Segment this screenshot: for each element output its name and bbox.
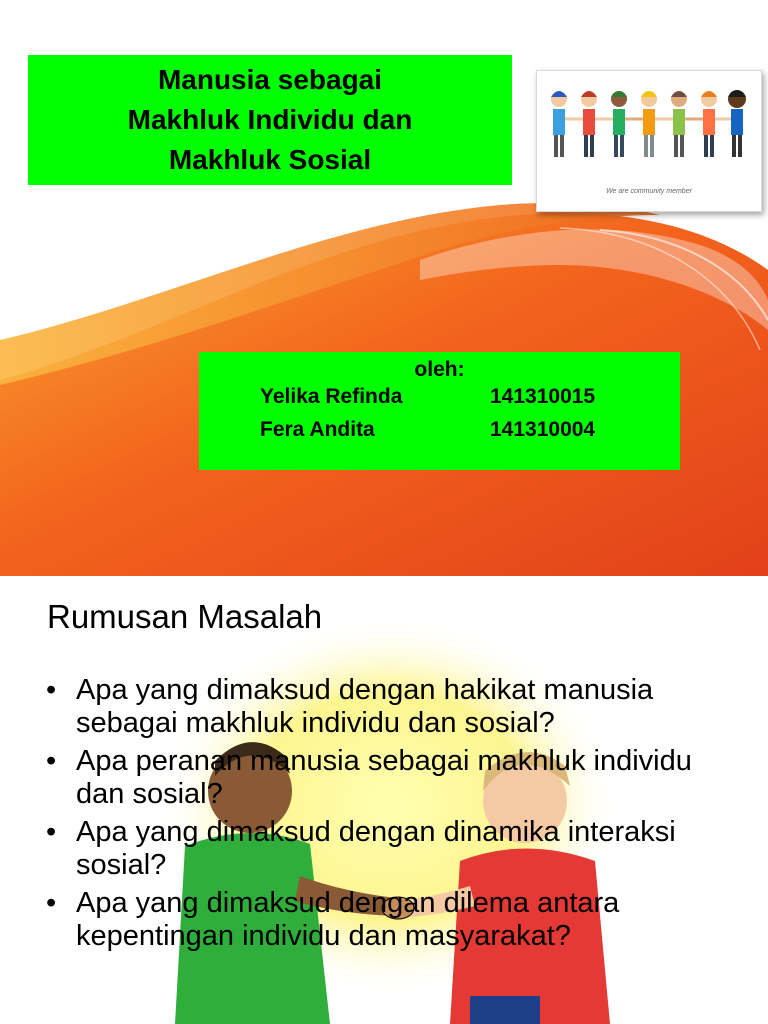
title-line-2: Makhluk Individu dan [127, 104, 413, 135]
title-line-1: Manusia sebagai [157, 64, 383, 95]
oleh-label: oleh: [414, 358, 465, 381]
bullet-dot: • [46, 887, 57, 919]
list-item [46, 745, 746, 811]
picture-caption: We are community member [606, 188, 692, 195]
list-item [46, 816, 746, 882]
author-nim: 141310015 [490, 385, 596, 408]
bullet-list [46, 674, 746, 958]
problem-statement-slide [0, 576, 768, 1024]
author-nim: 141310004 [490, 418, 596, 441]
bullet-text: Apa yang dimaksud dengan hakikat manusia sebagai makhluk individu dan sosial? [76, 674, 654, 739]
title-box [28, 55, 512, 185]
bullet-dot: • [46, 674, 57, 706]
author-row [260, 418, 596, 442]
author-name: Yelika Refinda [260, 385, 403, 408]
title-line-3: Makhluk Sosial [168, 144, 372, 175]
bullet-dot: • [46, 745, 57, 777]
list-item [46, 887, 746, 953]
bullet-dot: • [46, 816, 57, 848]
slide-title: Rumusan Masalah [47, 598, 323, 635]
bullet-text: Apa yang dimaksud dengan dinamika interaksi sosial? [76, 816, 676, 881]
community-picture [536, 70, 762, 212]
author-name: Fera Andita [260, 418, 375, 441]
authors-box [199, 352, 680, 470]
presentation-title [28, 60, 512, 180]
bullet-text: Apa peranan manusia sebagai makhluk individu dan sosial? [76, 745, 692, 810]
list-item [46, 674, 746, 740]
author-row [260, 385, 596, 409]
bullet-text: Apa yang dimaksud dengan dilema antara kepentingan individu dan masyarakat? [76, 887, 620, 952]
